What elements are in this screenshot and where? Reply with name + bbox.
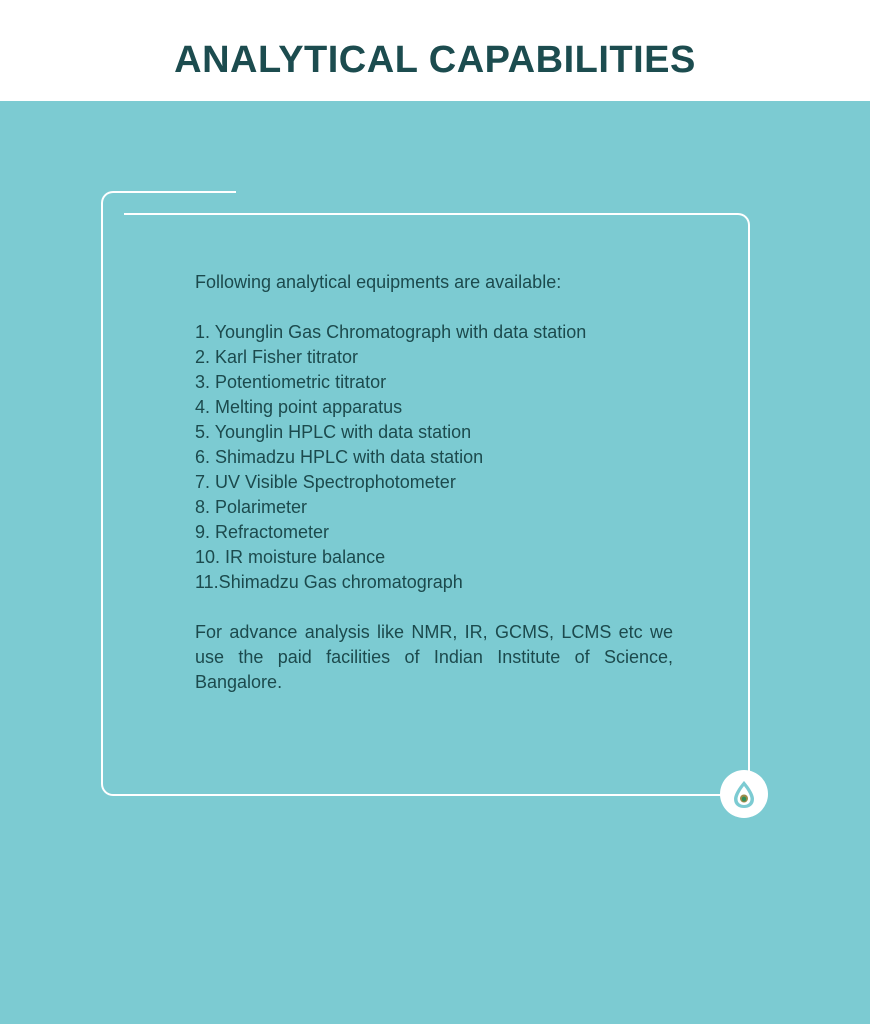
capabilities-content — [195, 270, 673, 695]
logo-badge — [720, 770, 768, 818]
list-item: 3. Potentiometric titrator — [195, 372, 387, 392]
list-item: 7. UV Visible Spectrophotometer — [195, 472, 456, 492]
list-item: 2. Karl Fisher titrator — [195, 347, 359, 367]
list-item: 9. Refractometer — [195, 522, 330, 542]
header — [0, 0, 870, 101]
frame-bottom-border — [200, 794, 725, 796]
list-item: 8. Polarimeter — [195, 497, 308, 517]
list-item: 11.Shimadzu Gas chromatograph — [195, 572, 463, 592]
list-item: 1. Younglin Gas Chromatograph with data station — [195, 322, 587, 342]
list-item: 6. Shimadzu HPLC with data station — [195, 447, 484, 467]
list-item: 10. IR moisture balance — [195, 547, 386, 567]
intro-text: Following analytical equipments are available: — [195, 272, 562, 292]
droplet-logo-icon — [720, 770, 768, 818]
list-item: 4. Melting point apparatus — [195, 397, 403, 417]
equipment-list — [195, 320, 673, 595]
list-item: 5. Younglin HPLC with data station — [195, 422, 472, 442]
advanced-analysis-note: For advance analysis like NMR, IR, GCMS, LCMS etc we use the paid facilities of Indian Institute of Science, Bangalore. — [195, 622, 673, 692]
page-title: ANALYTICAL CAPABILITIES — [174, 39, 696, 81]
